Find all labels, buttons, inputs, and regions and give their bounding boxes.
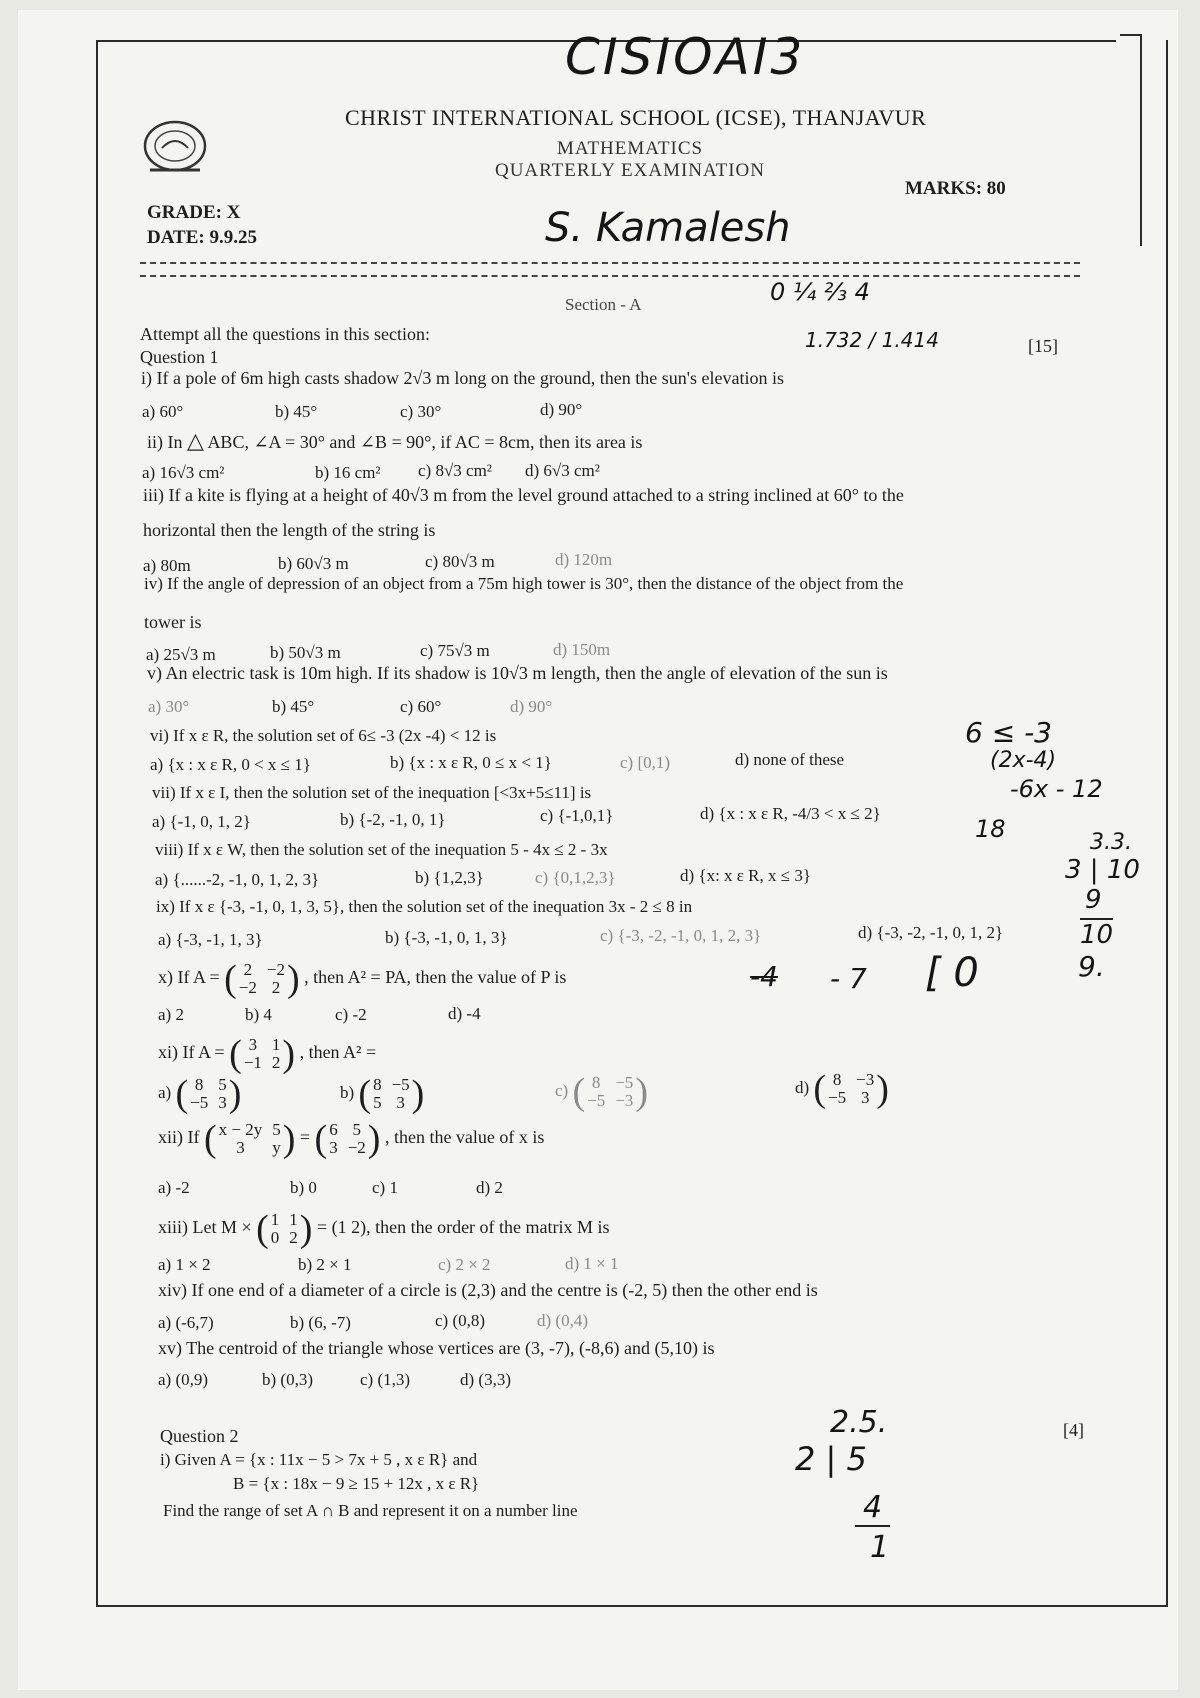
matrix-xiii [256, 1210, 312, 1248]
matrix-cell: −2 [266, 960, 285, 979]
q1-xi-option-d [795, 1070, 889, 1108]
q2-line-3: Find the range of set A ∩ B and represent it on a number line [163, 1501, 578, 1520]
q1-ii-option-b: b) 16 cm² [315, 463, 381, 482]
question-2-marks: [4] [1063, 1420, 1084, 1440]
matrix-cell: −2 [238, 978, 257, 997]
q1-xiii-option-b: b) 2 × 1 [298, 1255, 352, 1274]
matrix-bracket-left: ( [813, 1068, 827, 1110]
matrix-bracket-right: ) [411, 1073, 425, 1115]
q1-vi-option-a: a) {x : x ε R, 0 < x ≤ 1} [150, 755, 311, 774]
q1-xi-option-c [555, 1073, 648, 1111]
matrix-bracket-right: ) [282, 1033, 296, 1075]
option-matrix [813, 1070, 889, 1108]
q2-line-2: B = {x : 18x − 9 ≥ 15 + 12x , x ε R} [233, 1474, 480, 1493]
q1-xiii-stem-start: xiii) Let M × [158, 1217, 252, 1238]
handwritten-work-8: 10 [1080, 920, 1114, 950]
matrix-cell: 3 [236, 1138, 245, 1157]
q1-i-stem: i) If a pole of 6m high casts shadow 2√3 m long on the ground, then the sun's elevation is [141, 368, 785, 388]
q1-xiv-option-c: c) (0,8) [435, 1311, 486, 1330]
matrix-cell: 6 [329, 1120, 338, 1139]
matrix-cell: 8 [194, 1075, 204, 1094]
q1-xii-stem-start: xii) If [158, 1127, 200, 1148]
matrix-cell: 3 [248, 1035, 258, 1054]
q1-xii-stem-rest: , then the value of x is [384, 1127, 545, 1148]
q1-xi-option-a [158, 1075, 241, 1113]
q1-xv-option-b: b) (0,3) [262, 1370, 313, 1389]
matrix-cell: y [272, 1138, 281, 1157]
matrix-cell: 3 [860, 1088, 870, 1107]
q1-ii-option-a: a) 16√3 cm² [142, 463, 225, 482]
matrix-cell: −5 [391, 1075, 410, 1094]
equals-sign: = [299, 1127, 311, 1148]
handwritten-mark-1: -4 [750, 960, 778, 993]
option-label: b) [340, 1082, 355, 1102]
matrix-cell: 5 [272, 1120, 281, 1139]
matrix-cell: −5 [828, 1088, 847, 1107]
q1-v-option-b: b) 45° [272, 697, 315, 716]
q1-xi-stem-rest: , then A² = [299, 1042, 377, 1063]
matrix-bracket-left: ( [175, 1073, 189, 1115]
q1-viii-option-d: d) {x: x ε R, x ≤ 3} [680, 866, 812, 885]
matrix-bracket-left: ( [256, 1208, 269, 1250]
q1-ii-stem-start: ii) In [147, 432, 183, 452]
matrix-bracket-right: ) [282, 1118, 296, 1160]
matrix-cell: 8 [591, 1073, 601, 1092]
matrix-cell: 0 [270, 1228, 280, 1247]
q1-ii-stem [147, 428, 642, 454]
handwritten-roots: 1.732 / 1.414 [805, 328, 939, 352]
matrix-cell: 5 [373, 1093, 382, 1112]
q1-xiii-stem-rest: = (1 2), then the order of the matrix M is [316, 1217, 610, 1238]
matrix-cell: 5 [352, 1120, 361, 1139]
q1-iii-option-d: d) 120m [555, 550, 613, 569]
matrix-right-xii [315, 1120, 381, 1158]
q1-xi-stem-start: xi) If A = [158, 1042, 225, 1063]
matrix-bracket-right: ) [876, 1068, 889, 1110]
matrix-bracket-left: ( [229, 1033, 242, 1075]
q1-iv-stem: iv) If the angle of depression of an object from a 75m high tower is 30°, then the distance of the object from the [144, 574, 904, 593]
handwritten-division-2: 2 | 5 [795, 1440, 867, 1478]
q1-xii-option-d: d) 2 [476, 1178, 503, 1197]
q1-iv-stem-cont: tower is [144, 612, 202, 632]
matrix-cell: −3 [856, 1070, 875, 1089]
handwritten-work-4: 18 [975, 815, 1006, 843]
q1-vii-option-c: c) {-1,0,1} [540, 806, 614, 825]
q1-xiii-stem [158, 1210, 610, 1248]
q1-iii-option-b: b) 60√3 m [278, 554, 349, 573]
matrix-left-xii [204, 1120, 295, 1158]
q1-x-stem-start: x) If A = [158, 967, 220, 988]
q1-xv-option-d: d) (3,3) [460, 1370, 511, 1389]
handwritten-work-5: 3.3. [1090, 830, 1132, 855]
matrix-cell: 1 [289, 1210, 298, 1229]
matrix-cell: −1 [243, 1053, 262, 1072]
q1-xii-option-c: c) 1 [372, 1178, 398, 1197]
question-2-label: Question 2 [160, 1426, 239, 1446]
matrix-cell: −5 [190, 1093, 209, 1112]
q1-xiii-option-c: c) 2 × 2 [438, 1255, 491, 1274]
q1-xiii-option-a: a) 1 × 2 [158, 1255, 211, 1274]
subject: MATHEMATICS [556, 138, 704, 159]
q1-ix-stem: ix) If x ε {-3, -1, 0, 1, 3, 5}, then the solution set of the inequation 3x - 2 ≤ 8 in [156, 897, 693, 916]
q1-x-option-b: b) 4 [245, 1005, 272, 1024]
q1-xii-option-b: b) 0 [290, 1178, 317, 1197]
option-label: a) [158, 1082, 172, 1102]
q1-ix-option-a: a) {-3, -1, 1, 3} [158, 930, 263, 949]
q1-i-option-c: c) 30° [400, 402, 442, 421]
q1-vi-option-c: c) [0,1) [620, 753, 671, 772]
q1-iii-option-a: a) 80m [143, 556, 191, 575]
q1-v-option-a: a) 30° [148, 697, 190, 716]
exam-date: DATE: 9.9.25 [147, 227, 257, 248]
handwritten-mark-3: [ 0 [925, 950, 979, 996]
q1-xi-stem [158, 1035, 376, 1073]
q1-x-option-a: a) 2 [158, 1005, 184, 1024]
matrix-a-xi [229, 1035, 295, 1073]
question-1-label: Question 1 [140, 347, 219, 367]
handwritten-work-7: 9 [1085, 885, 1102, 915]
option-label: d) [795, 1077, 810, 1097]
matrix-cell: 3 [218, 1093, 227, 1112]
q1-viii-stem: viii) If x ε W, then the solution set of the inequation 5 - 4x ≤ 2 - 3x [155, 840, 608, 859]
handwritten-code: CISIOAI3 [565, 28, 806, 86]
q1-ii-stem-rest: ABC, ∠A = 30° and ∠B = 90°, if AC = 8cm, then its area is [207, 432, 643, 452]
q1-x-stem-rest: , then A² = PA, then the value of P is [304, 967, 567, 988]
q1-x-option-d: d) -4 [448, 1004, 481, 1023]
q1-ii-option-d: d) 6√3 cm² [525, 461, 600, 480]
q1-viii-option-c: c) {0,1,2,3} [535, 868, 616, 887]
option-matrix [175, 1075, 241, 1113]
matrix-cell: 8 [373, 1075, 382, 1094]
q1-ii-option-c: c) 8√3 cm² [418, 461, 492, 480]
q1-xv-option-c: c) (1,3) [360, 1370, 411, 1389]
matrix-bracket-left: ( [224, 958, 237, 1000]
handwritten-digits: 0 ¼ ⅔ 4 [770, 278, 870, 306]
option-matrix [572, 1073, 648, 1111]
matrix-bracket-right: ) [635, 1071, 648, 1113]
section-title: Section - A [565, 295, 642, 314]
matrix-cell: 5 [218, 1075, 227, 1094]
q1-xiv-option-a: a) (-6,7) [158, 1313, 214, 1332]
q1-x-option-c: c) -2 [335, 1005, 367, 1024]
matrix-cell: 2 [271, 1053, 281, 1072]
q1-xiv-option-d: d) (0,4) [537, 1311, 588, 1330]
school-name: CHRIST INTERNATIONAL SCHOOL (ICSE), THANJAVUR [345, 105, 927, 130]
matrix-cell: −5 [587, 1091, 606, 1110]
handwritten-mark-2: - 7 [830, 962, 867, 995]
matrix-cell: x − 2y [218, 1120, 263, 1139]
q1-vi-option-d: d) none of these [735, 750, 845, 769]
option-matrix [358, 1075, 424, 1113]
q2-line-1: i) Given A = {x : 11x − 5 > 7x + 5 , x ε R} and [160, 1450, 478, 1469]
triangle-icon: △ [187, 428, 204, 453]
marks-total: MARKS: 80 [905, 178, 1006, 199]
matrix-cell: 1 [271, 1035, 281, 1054]
q1-iv-option-d: d) 150m [553, 640, 611, 659]
q1-vii-option-d: d) {x : x ε R, -4/3 < x ≤ 2} [700, 804, 881, 823]
matrix-cell: 8 [832, 1070, 842, 1089]
q1-iii-stem: iii) If a kite is flying at a height of 40√3 m from the level ground attached to a string inclined at 60° to the [143, 485, 904, 505]
q1-iv-option-b: b) 50√3 m [270, 643, 341, 662]
header-box-edge [1120, 34, 1142, 246]
matrix-bracket-right: ) [287, 958, 300, 1000]
q1-vi-option-b: b) {x : x ε R, 0 ≤ x < 1} [390, 753, 552, 772]
q1-ix-option-d: d) {-3, -2, -1, 0, 1, 2} [858, 923, 1004, 942]
handwritten-division-3: 4 [855, 1490, 890, 1527]
q1-xii-option-a: a) -2 [158, 1178, 190, 1197]
q1-viii-option-b: b) {1,2,3} [415, 868, 484, 887]
matrix-cell: 2 [271, 978, 281, 997]
q1-iv-option-c: c) 75√3 m [420, 641, 490, 660]
q1-x-stem [158, 960, 566, 998]
q1-i-option-a: a) 60° [142, 402, 184, 421]
matrix-cell: −3 [615, 1091, 634, 1110]
question-1-marks: [15] [1028, 336, 1058, 356]
q1-vii-option-b: b) {-2, -1, 0, 1} [340, 810, 446, 829]
matrix-bracket-left: ( [358, 1073, 372, 1115]
matrix-cell: 2 [243, 960, 253, 979]
divider-1 [140, 262, 1080, 264]
q1-vii-stem: vii) If x ε I, then the solution set of the inequation [<3x+5≤11] is [152, 783, 592, 802]
q1-xiv-stem: xiv) If one end of a diameter of a circle is (2,3) and the centre is (-2, 5) then the other end is [158, 1280, 818, 1300]
matrix-cell: 3 [329, 1138, 338, 1157]
matrix-bracket-right: ) [367, 1118, 381, 1160]
q1-v-option-c: c) 60° [400, 697, 442, 716]
divider-2 [140, 275, 1080, 277]
matrix-bracket-left: ( [314, 1118, 328, 1160]
q1-viii-option-a: a) {......-2, -1, 0, 1, 2, 3} [155, 870, 320, 889]
handwritten-work-6: 3 | 10 [1065, 855, 1140, 885]
q1-vi-stem: vi) If x ε R, the solution set of 6≤ -3 (2x -4) < 12 is [150, 726, 497, 745]
matrix-cell: 2 [289, 1228, 298, 1247]
matrix-cell: −2 [347, 1138, 366, 1157]
q1-iii-option-c: c) 80√3 m [425, 552, 495, 571]
handwritten-work-3: -6x - 12 [1010, 775, 1103, 803]
matrix-bracket-left: ( [203, 1118, 217, 1160]
matrix-cell: 3 [396, 1093, 405, 1112]
q1-vii-option-a: a) {-1, 0, 1, 2} [152, 812, 251, 831]
section-instruction: Attempt all the questions in this section: [140, 324, 430, 344]
q1-xv-stem: xv) The centroid of the triangle whose vertices are (3, -7), (-8,6) and (5,10) is [158, 1338, 715, 1358]
exam-title: QUARTERLY EXAMINATION [494, 160, 766, 181]
handwritten-division-1: 2.5. [830, 1405, 888, 1440]
matrix-bracket-left: ( [572, 1071, 586, 1113]
student-name: S. Kamalesh [545, 205, 791, 251]
grade: GRADE: X [147, 202, 241, 223]
matrix-a-x [224, 960, 300, 998]
school-logo-icon [140, 118, 210, 178]
matrix-bracket-right: ) [228, 1073, 242, 1115]
q1-v-stem: v) An electric task is 10m high. If its shadow is 10√3 m length, then the angle of elevation of the sun is [147, 663, 888, 683]
q1-i-option-d: d) 90° [540, 400, 583, 419]
q1-xii-stem [158, 1120, 544, 1158]
q1-xiv-option-b: b) (6, -7) [290, 1313, 351, 1332]
q1-xv-option-a: a) (0,9) [158, 1370, 209, 1389]
q1-iv-option-a: a) 25√3 m [146, 645, 216, 664]
handwritten-work-9: 9. [1078, 950, 1105, 983]
handwritten-work-1: 6 ≤ -3 [965, 716, 1052, 749]
q1-xi-option-b [340, 1075, 424, 1113]
q1-iii-stem-cont: horizontal then the length of the string is [143, 520, 436, 540]
matrix-cell: 1 [270, 1210, 280, 1229]
option-label: c) [555, 1080, 569, 1100]
q1-v-option-d: d) 90° [510, 697, 553, 716]
q1-i-option-b: b) 45° [275, 402, 318, 421]
handwritten-work-2: (2x-4) [990, 748, 1057, 773]
q1-ix-option-b: b) {-3, -1, 0, 1, 3} [385, 928, 508, 947]
handwritten-division-4: 1 [870, 1530, 890, 1565]
matrix-bracket-right: ) [299, 1208, 313, 1250]
q1-ix-option-c: c) {-3, -2, -1, 0, 1, 2, 3} [600, 926, 762, 945]
q1-xiii-option-d: d) 1 × 1 [565, 1254, 619, 1273]
matrix-cell: −5 [615, 1073, 634, 1092]
